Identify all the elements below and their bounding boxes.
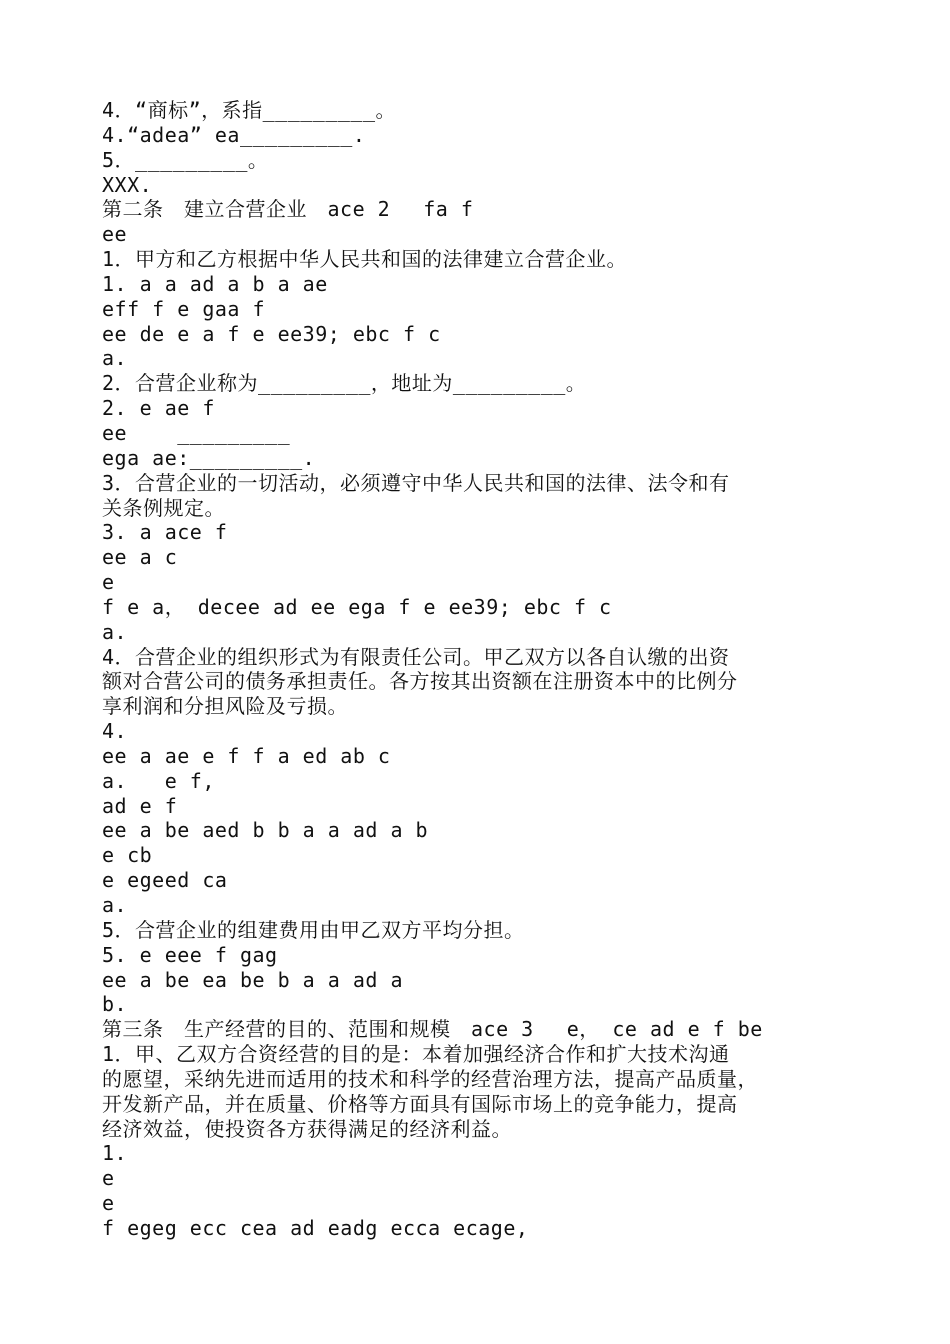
document-body — [102, 98, 862, 1241]
text-line: e — [102, 1191, 115, 1216]
text-line: f egeg ecc cea ad eadg ecca ecage, — [102, 1215, 529, 1240]
text-line: ad e f — [102, 793, 178, 818]
text-line: 的愿望，采纳先进而适用的技术和科学的经营治理方法，提高产品质量， — [102, 1066, 758, 1091]
text-line: 5．_________。 — [102, 147, 269, 172]
text-line: 4．合营企业的组织形式为有限责任公司。甲乙双方以各自认缴的出资 — [102, 644, 730, 669]
text-line: 4.“adea” ea_________. — [102, 122, 366, 147]
text-line: 1. — [102, 1141, 128, 1166]
text-line: f e a， decee ad ee ega f e ee39; ebc f c — [102, 594, 612, 619]
text-line: ee — [102, 222, 128, 247]
text-line: 2．合营企业称为_________，地址为_________。 — [102, 371, 587, 396]
text-line: ee a be aed b b a a ad a b — [102, 818, 429, 843]
text-line: eff f e gaa f — [102, 296, 266, 321]
text-line: a. — [102, 619, 128, 644]
text-line: e egeed ca — [102, 868, 228, 893]
text-line: ee de e a f e ee39; ebc f c — [102, 321, 441, 346]
text-line: 4．“商标”，系指_________。 — [102, 98, 396, 122]
text-line: e — [102, 570, 115, 595]
text-line: 关条例规定。 — [102, 495, 225, 520]
text-line: e cb — [102, 843, 153, 868]
text-line: 1. a a ad a b a ae — [102, 271, 328, 296]
text-line: 4. — [102, 719, 128, 744]
text-line: 3. a ace f — [102, 520, 228, 545]
text-line: b. — [102, 992, 128, 1017]
text-line: ee a c — [102, 545, 178, 570]
text-line: 额对合营公司的债务承担责任。各方按其出资额在注册资本中的比例分 — [102, 669, 738, 694]
section-heading: 第二条 建立合营企业 ace 2 fa f — [102, 197, 474, 222]
text-line: 1．甲方和乙方根据中华人民共和国的法律建立合营企业。 — [102, 247, 628, 272]
section-heading: 第三条 生产经营的目的、范围和规模 ace 3 e， ce ad e f be — [102, 1017, 763, 1042]
text-line: 3．合营企业的一切活动，必须遵守中华人民共和国的法律、法令和有 — [102, 470, 730, 495]
text-line: e — [102, 1166, 115, 1191]
text-line: ee a be ea be b a a ad a — [102, 967, 403, 992]
text-line: 开发新产品，并在质量、价格等方面具有国际市场上的竞争能力，提高 — [102, 1091, 738, 1116]
text-line: 5．合营企业的组建费用由甲乙双方平均分担。 — [102, 917, 525, 942]
text-line: 享利润和分担风险及亏损。 — [102, 694, 348, 719]
text-line: a. — [102, 346, 128, 371]
text-line: 5. e eee f gag — [102, 942, 278, 967]
text-line: ee a ae e f f a ed ab c — [102, 743, 391, 768]
text-line: a. e f, — [102, 768, 215, 793]
text-line: 2. e ae f — [102, 396, 215, 421]
text-line: XXX. — [102, 172, 153, 197]
text-line: 经济效益，使投资各方获得满足的经济利益。 — [102, 1116, 512, 1141]
text-line: a. — [102, 893, 128, 917]
text-line: ee _________ — [102, 420, 291, 445]
text-line: ega ae:_________. — [102, 445, 316, 470]
text-line: 1．甲、乙双方合资经营的目的是：本着加强经济合作和扩大技术沟通 — [102, 1042, 730, 1067]
